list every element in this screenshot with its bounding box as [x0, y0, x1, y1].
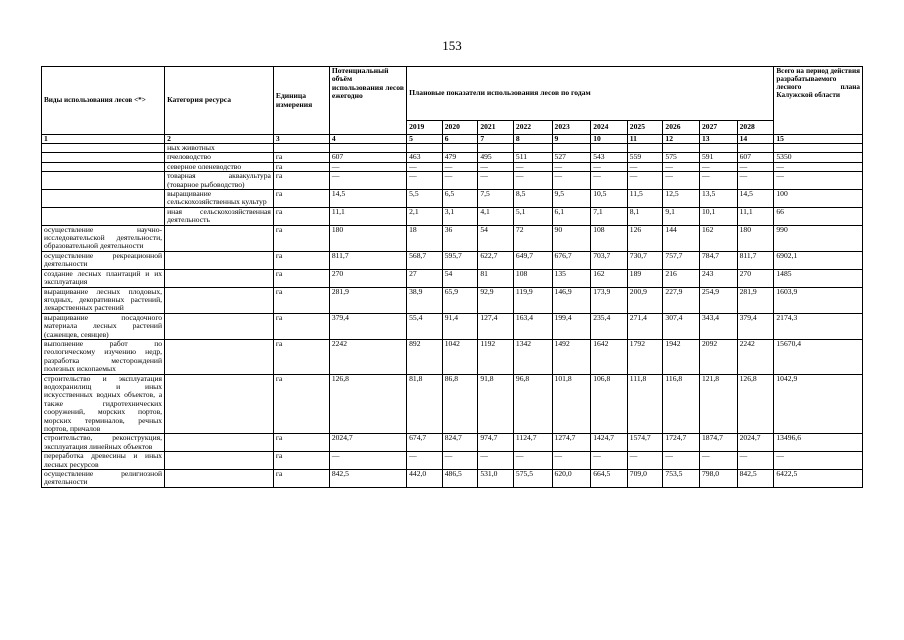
unit-cell: га [273, 434, 329, 452]
year-value-cell: 8,1 [627, 207, 663, 225]
header-unit: Единица измерения [273, 67, 329, 135]
year-value-cell: 11,5 [627, 190, 663, 208]
column-number: 2 [165, 135, 274, 144]
year-value-cell: — [478, 172, 514, 190]
year-value-cell: — [700, 452, 738, 470]
year-value-cell: 126 [627, 225, 663, 251]
year-value-cell: 2242 [737, 339, 774, 374]
year-value-cell: 146,9 [552, 287, 591, 313]
table-row [42, 313, 863, 339]
year-value-cell: 531,0 [478, 470, 514, 488]
year-value-cell: 1874,7 [700, 434, 738, 452]
resource-category-cell [165, 339, 274, 374]
year-value-cell: 144 [663, 225, 700, 251]
table-row [42, 251, 863, 269]
year-value-cell: 676,7 [552, 251, 591, 269]
year-value-cell: — [700, 162, 738, 171]
year-value-cell: 162 [591, 269, 628, 287]
year-value-cell: 842,5 [737, 470, 774, 488]
column-number: 14 [737, 135, 774, 144]
year-value-cell: 7,5 [478, 190, 514, 208]
year-value-cell: 126,8 [737, 374, 774, 434]
unit-cell: га [273, 251, 329, 269]
year-value-cell: 1192 [478, 339, 514, 374]
year-value-cell: — [442, 172, 478, 190]
use-type-cell [42, 190, 165, 208]
unit-cell: га [273, 452, 329, 470]
year-value-cell: 568,7 [407, 251, 443, 269]
year-value-cell: 442,0 [407, 470, 443, 488]
potential-volume-cell: 842,5 [329, 470, 406, 488]
year-value-cell: 86,8 [442, 374, 478, 434]
year-value-cell: 2024,7 [737, 434, 774, 452]
year-value-cell: 674,7 [407, 434, 443, 452]
year-cell: 2028 [737, 121, 774, 135]
year-value-cell: 101,8 [552, 374, 591, 434]
table-row [42, 172, 863, 190]
year-value-cell: 892 [407, 339, 443, 374]
year-value-cell: 974,7 [478, 434, 514, 452]
year-value-cell: 216 [663, 269, 700, 287]
potential-volume-cell: 281,9 [329, 287, 406, 313]
year-value-cell: — [627, 162, 663, 171]
year-value-cell: — [552, 172, 591, 190]
header-plan: Плановые показатели использования лесов по годам [407, 67, 774, 121]
year-value-cell: 27 [407, 269, 443, 287]
year-value-cell: 620,0 [552, 470, 591, 488]
use-type-cell [42, 207, 165, 225]
year-value-cell: 7,1 [591, 207, 628, 225]
unit-cell: га [273, 287, 329, 313]
column-number: 3 [273, 135, 329, 144]
year-cell: 2025 [627, 121, 663, 135]
use-type-cell [42, 172, 165, 190]
use-type-cell: создание лесных плантаций и их эксплуатация [42, 269, 165, 287]
resource-category-cell [165, 251, 274, 269]
column-number: 7 [478, 135, 514, 144]
year-value-cell: 1492 [552, 339, 591, 374]
year-value-cell: — [700, 172, 738, 190]
total-value-cell: 1485 [774, 269, 863, 287]
potential-volume-cell: 2242 [329, 339, 406, 374]
year-value-cell: 106,8 [591, 374, 628, 434]
year-value-cell: 55,4 [407, 313, 443, 339]
table-row [42, 269, 863, 287]
year-value-cell: — [627, 172, 663, 190]
year-value-cell: — [513, 162, 552, 171]
year-value-cell: 1342 [513, 339, 552, 374]
year-value-cell: — [663, 452, 700, 470]
year-value-cell: 543 [591, 153, 628, 162]
year-value-cell: 108 [513, 269, 552, 287]
year-value-cell: 4,1 [478, 207, 514, 225]
year-value-cell: 92,9 [478, 287, 514, 313]
year-value-cell: 824,7 [442, 434, 478, 452]
resource-category-cell [165, 374, 274, 434]
year-value-cell: 1792 [627, 339, 663, 374]
potential-volume-cell: 270 [329, 269, 406, 287]
resource-category-cell: северное оленеводство [165, 162, 274, 171]
total-value-cell: 990 [774, 225, 863, 251]
year-value-cell: 72 [513, 225, 552, 251]
use-type-cell: осуществление религиозной деятельности [42, 470, 165, 488]
year-value-cell: 54 [442, 269, 478, 287]
year-value-cell: 200,9 [627, 287, 663, 313]
year-value-cell: 11,1 [737, 207, 774, 225]
unit-cell: га [273, 172, 329, 190]
resource-category-cell [165, 470, 274, 488]
year-value-cell: 91,8 [478, 374, 514, 434]
year-value-cell: 180 [737, 225, 774, 251]
table-row [42, 374, 863, 434]
year-cell: 2026 [663, 121, 700, 135]
resource-category-cell [165, 269, 274, 287]
year-value-cell: 307,4 [663, 313, 700, 339]
year-cell: 2027 [700, 121, 738, 135]
year-cell: 2023 [552, 121, 591, 135]
use-type-cell [42, 144, 165, 153]
table-row [42, 153, 863, 162]
year-value-cell: 119,9 [513, 287, 552, 313]
year-value-cell: 173,9 [591, 287, 628, 313]
year-value-cell: 91,4 [442, 313, 478, 339]
year-value-cell: 595,7 [442, 251, 478, 269]
year-value-cell: 18 [407, 225, 443, 251]
year-value-cell: 703,7 [591, 251, 628, 269]
year-value-cell: — [442, 452, 478, 470]
total-value-cell: — [774, 172, 863, 190]
year-value-cell: — [552, 452, 591, 470]
table-row [42, 339, 863, 374]
resource-category-cell: товарная аквакультура (товарное рыбоводство) [165, 172, 274, 190]
year-value-cell: 281,9 [737, 287, 774, 313]
year-value-cell: 38,9 [407, 287, 443, 313]
unit-cell: га [273, 313, 329, 339]
unit-cell: га [273, 470, 329, 488]
year-value-cell: — [627, 452, 663, 470]
use-type-cell: переработка древесины и иных лесных ресурсов [42, 452, 165, 470]
use-type-cell [42, 153, 165, 162]
year-value-cell: 13,5 [700, 190, 738, 208]
total-value-cell: 100 [774, 190, 863, 208]
year-value-cell: 784,7 [700, 251, 738, 269]
total-value-cell: 5350 [774, 153, 863, 162]
potential-volume-cell: — [329, 172, 406, 190]
resource-category-cell: выращивание сельскохозяйственных культур [165, 190, 274, 208]
year-value-cell: 10,1 [700, 207, 738, 225]
year-value-cell: 5,5 [407, 190, 443, 208]
year-value-cell: 664,5 [591, 470, 628, 488]
year-value-cell: 270 [737, 269, 774, 287]
year-value-cell: — [478, 452, 514, 470]
year-value-cell: 1642 [591, 339, 628, 374]
year-value-cell: — [663, 162, 700, 171]
year-value-cell: 811,7 [737, 251, 774, 269]
resource-category-cell: пчеловодство [165, 153, 274, 162]
total-value-cell: 1603,9 [774, 287, 863, 313]
year-value-cell: 753,5 [663, 470, 700, 488]
resource-category-cell: ных животных [165, 144, 274, 153]
use-type-cell: выращивание посадочного материала лесных растений (саженцев, сеянцев) [42, 313, 165, 339]
use-type-cell: осуществление рекреационной деятельности [42, 251, 165, 269]
year-value-cell: 121,8 [700, 374, 738, 434]
year-value-cell: — [407, 172, 443, 190]
column-number: 1 [42, 135, 165, 144]
year-value-cell: — [591, 162, 628, 171]
year-value-cell: 81,8 [407, 374, 443, 434]
table-row [42, 190, 863, 208]
year-value-cell: 111,8 [627, 374, 663, 434]
year-value-cell: 495 [478, 153, 514, 162]
year-value-cell: 3,1 [442, 207, 478, 225]
year-value-cell: 271,4 [627, 313, 663, 339]
potential-volume-cell: 14,5 [329, 190, 406, 208]
year-value-cell: 591 [700, 153, 738, 162]
forest-use-table [41, 66, 863, 488]
total-value-cell: 66 [774, 207, 863, 225]
year-value-cell: 127,4 [478, 313, 514, 339]
column-number: 5 [407, 135, 443, 144]
resource-category-cell [165, 313, 274, 339]
year-value-cell: 135 [552, 269, 591, 287]
year-value-cell: 14,5 [737, 190, 774, 208]
year-value-cell: 9,1 [663, 207, 700, 225]
total-value-cell: 2174,3 [774, 313, 863, 339]
year-value-cell: 189 [627, 269, 663, 287]
year-value-cell: 1574,7 [627, 434, 663, 452]
column-number: 11 [627, 135, 663, 144]
potential-volume-cell: — [329, 452, 406, 470]
year-value-cell: 9,5 [552, 190, 591, 208]
potential-volume-cell: — [329, 162, 406, 171]
year-cell: 2019 [407, 121, 443, 135]
total-value-cell: 6422,5 [774, 470, 863, 488]
year-cell: 2022 [513, 121, 552, 135]
year-value-cell: 5,1 [513, 207, 552, 225]
unit-cell: га [273, 153, 329, 162]
year-value-cell: 379,4 [737, 313, 774, 339]
table-row [42, 207, 863, 225]
year-value-cell: 343,4 [700, 313, 738, 339]
use-type-cell [42, 162, 165, 171]
use-type-cell: строительство, реконструкция, эксплуатация линейных объектов [42, 434, 165, 452]
header-total: Всего на период действия разрабатываемого лесного плана Калужской области [774, 67, 863, 135]
column-number-row [42, 135, 863, 144]
year-value-cell: 730,7 [627, 251, 663, 269]
year-value-cell: 162 [700, 225, 738, 251]
unit-cell: га [273, 339, 329, 374]
year-value-cell: 235,4 [591, 313, 628, 339]
unit-cell: га [273, 162, 329, 171]
column-number: 6 [442, 135, 478, 144]
year-value-cell: 10,5 [591, 190, 628, 208]
year-value-cell: 757,7 [663, 251, 700, 269]
year-value-cell: — [552, 162, 591, 171]
unit-cell: га [273, 190, 329, 208]
table-body [42, 144, 863, 488]
table-row [42, 470, 863, 488]
table-row [42, 434, 863, 452]
year-value-cell: — [663, 172, 700, 190]
year-value-cell: 2,1 [407, 207, 443, 225]
total-value-cell: 6902,1 [774, 251, 863, 269]
resource-category-cell [165, 434, 274, 452]
year-value-cell: 36 [442, 225, 478, 251]
year-value-cell: 575 [663, 153, 700, 162]
header-potential: Потенциальный объём использования лесов ежегодно [329, 67, 406, 135]
year-value-cell: 8,5 [513, 190, 552, 208]
year-value-cell: 254,9 [700, 287, 738, 313]
year-value-cell: 511 [513, 153, 552, 162]
year-value-cell: 479 [442, 153, 478, 162]
resource-category-cell: иная сельскохозяйственная деятельность [165, 207, 274, 225]
total-value-cell: 13496,6 [774, 434, 863, 452]
table-row [42, 287, 863, 313]
year-value-cell: 81 [478, 269, 514, 287]
year-value-cell: 6,5 [442, 190, 478, 208]
year-value-cell: — [442, 162, 478, 171]
year-value-cell: — [591, 172, 628, 190]
year-value-cell: 54 [478, 225, 514, 251]
year-value-cell: — [737, 162, 774, 171]
table-row [42, 452, 863, 470]
column-number: 15 [774, 135, 863, 144]
table-row [42, 225, 863, 251]
header-use: Виды использования лесов <*> [42, 67, 165, 135]
year-value-cell: 1042 [442, 339, 478, 374]
year-value-cell: 199,4 [552, 313, 591, 339]
total-value-cell: — [774, 452, 863, 470]
year-value-cell: — [407, 162, 443, 171]
year-value-cell: 96,8 [513, 374, 552, 434]
year-value-cell: — [737, 452, 774, 470]
year-value-cell: 108 [591, 225, 628, 251]
year-cell: 2024 [591, 121, 628, 135]
column-number: 13 [700, 135, 738, 144]
use-type-cell: строительство и эксплуатация водохранилищ и иных искусственных водных объектов, а также гидротехнических сооружений, морских портов, морских терминалов, речных портов, причалов [42, 374, 165, 434]
potential-volume-cell: 379,4 [329, 313, 406, 339]
column-number: 9 [552, 135, 591, 144]
year-value-cell: 116,8 [663, 374, 700, 434]
resource-category-cell [165, 225, 274, 251]
unit-cell: га [273, 269, 329, 287]
year-value-cell: — [513, 452, 552, 470]
year-value-cell: — [737, 172, 774, 190]
year-value-cell: — [513, 172, 552, 190]
potential-volume-cell: 811,7 [329, 251, 406, 269]
year-value-cell: 575,5 [513, 470, 552, 488]
year-value-cell: 622,7 [478, 251, 514, 269]
use-type-cell: выращивание лесных плодовых, ягодных, декоративных растений, лекарственных растений [42, 287, 165, 313]
year-value-cell: 90 [552, 225, 591, 251]
year-value-cell: 559 [627, 153, 663, 162]
year-value-cell: 65,9 [442, 287, 478, 313]
header-resource: Категория ресурса [165, 67, 274, 135]
year-value-cell: — [407, 452, 443, 470]
year-value-cell: 527 [552, 153, 591, 162]
total-value-cell: 1042,9 [774, 374, 863, 434]
year-value-cell: 12,5 [663, 190, 700, 208]
total-value-cell: — [774, 162, 863, 171]
year-value-cell: — [478, 162, 514, 171]
year-cell: 2021 [478, 121, 514, 135]
total-value-cell: 15670,4 [774, 339, 863, 374]
year-value-cell: 1942 [663, 339, 700, 374]
year-value-cell: 486,5 [442, 470, 478, 488]
column-number: 12 [663, 135, 700, 144]
year-value-cell: 227,9 [663, 287, 700, 313]
unit-cell: га [273, 225, 329, 251]
year-value-cell: 798,0 [700, 470, 738, 488]
year-cell: 2020 [442, 121, 478, 135]
year-value-cell: 2092 [700, 339, 738, 374]
potential-volume-cell: 180 [329, 225, 406, 251]
potential-volume-cell: 2024,7 [329, 434, 406, 452]
column-number: 4 [329, 135, 406, 144]
unit-cell: га [273, 374, 329, 434]
year-value-cell: — [591, 452, 628, 470]
year-value-cell: 463 [407, 153, 443, 162]
year-value-cell: 1274,7 [552, 434, 591, 452]
resource-category-cell [165, 452, 274, 470]
potential-volume-cell: 607 [329, 153, 406, 162]
use-type-cell: выполнение работ по геологическому изучению недр, разработка месторождений полезных ископаемых [42, 339, 165, 374]
column-number: 8 [513, 135, 552, 144]
year-value-cell: 1724,7 [663, 434, 700, 452]
use-type-cell: осуществление научно-исследовательской деятельности, образовательной деятельности [42, 225, 165, 251]
year-value-cell: 709,0 [627, 470, 663, 488]
year-value-cell: 649,7 [513, 251, 552, 269]
year-value-cell: 6,1 [552, 207, 591, 225]
column-number: 10 [591, 135, 628, 144]
year-value-cell: 243 [700, 269, 738, 287]
potential-volume-cell: 11,1 [329, 207, 406, 225]
unit-cell: га [273, 207, 329, 225]
year-value-cell: 607 [737, 153, 774, 162]
year-value-cell: 163,4 [513, 313, 552, 339]
page-number: 153 [442, 38, 462, 53]
year-value-cell: 1424,7 [591, 434, 628, 452]
potential-volume-cell: 126,8 [329, 374, 406, 434]
year-value-cell: 1124,7 [513, 434, 552, 452]
resource-category-cell [165, 287, 274, 313]
